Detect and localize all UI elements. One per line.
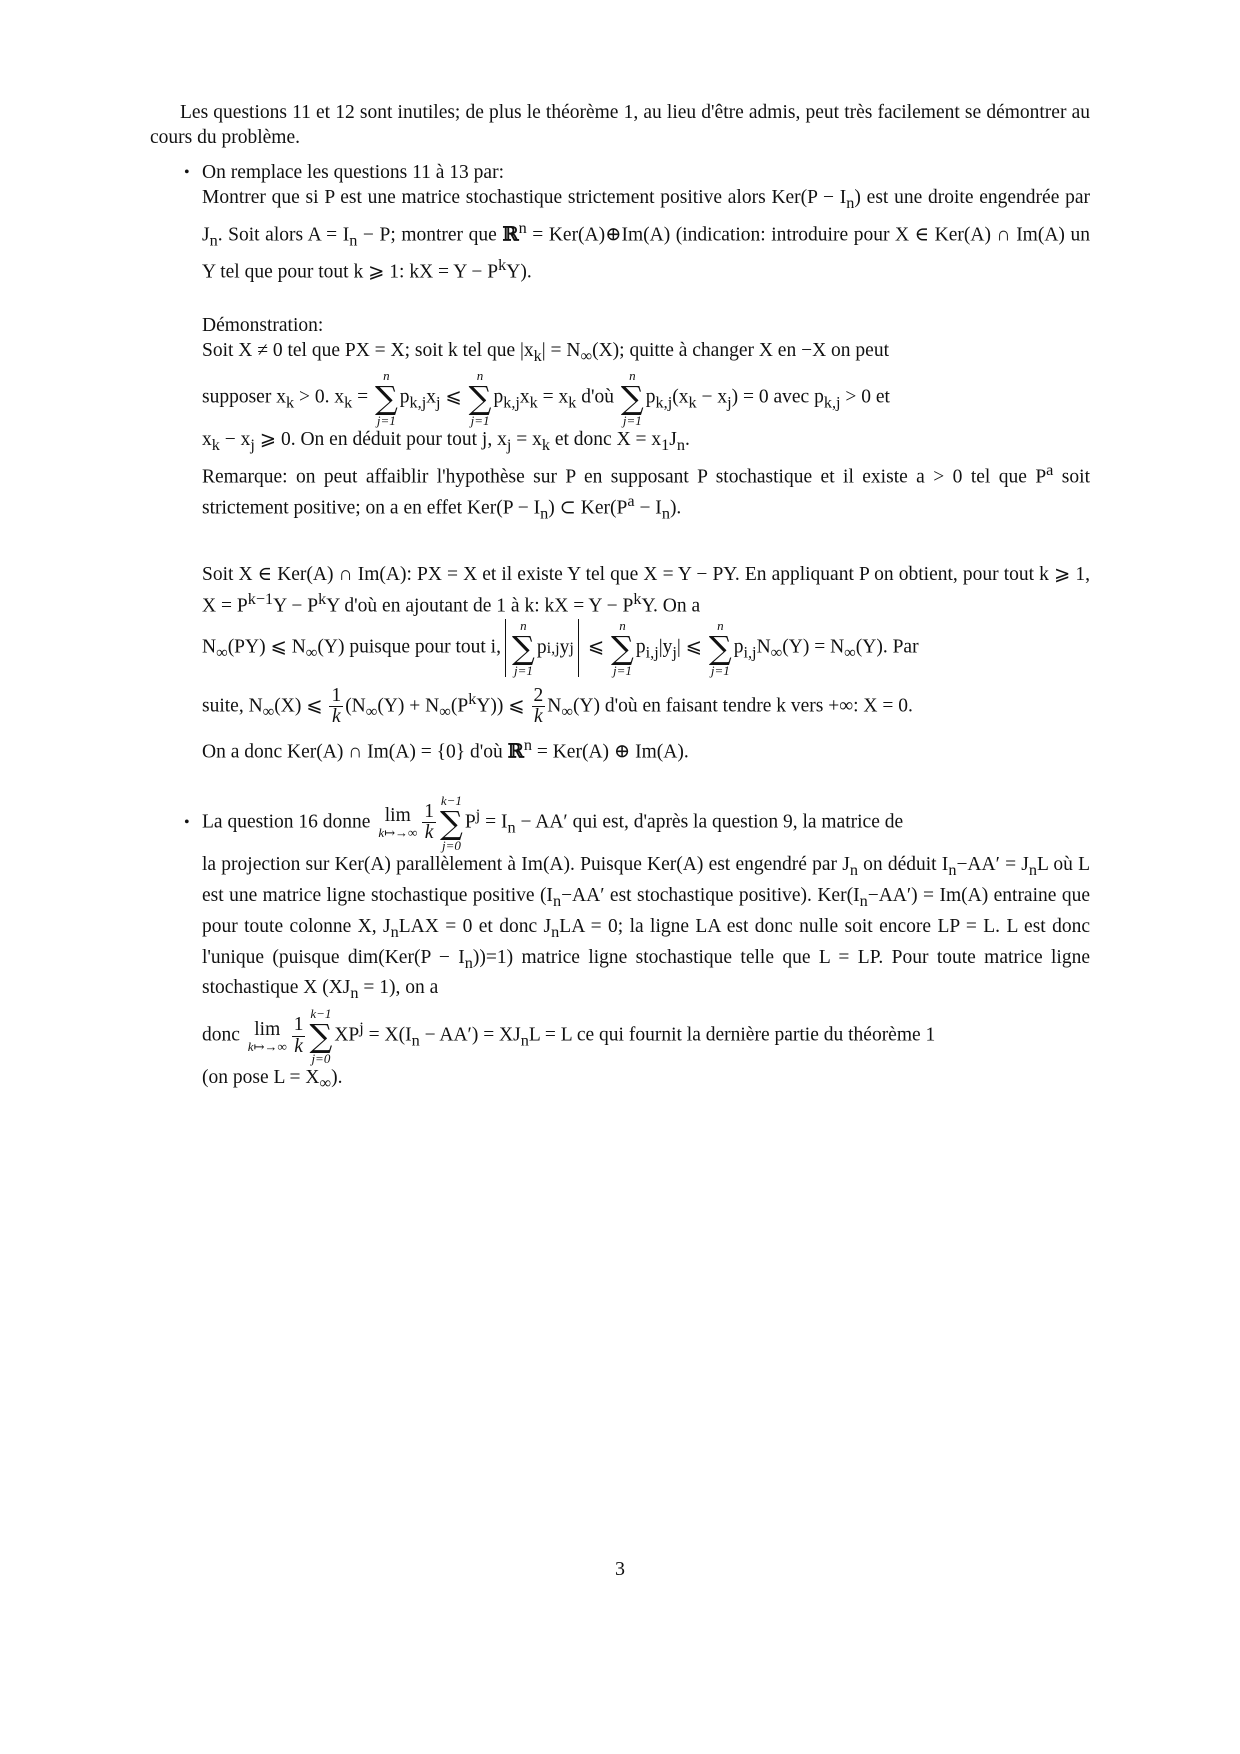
- fraction: $\frac{1}{k}$: [331, 685, 342, 728]
- part2-line-2: $N_\infty(PY)$ ⩽ $N_\infty(Y)$ puisque pour tout i, n ∑ j=1 p i,j y j ⩽ n ∑ j=1 $p_{i,j}|y_j|$ ⩽ n ∑ j=1 $p_{i,j}N_\infty(Y) = N_\infty(Y)$. Par: [202, 617, 919, 678]
- page-number: 3: [615, 1558, 625, 1580]
- limit-operator: lim k↦→∞: [247, 1018, 287, 1054]
- demo-line-1: Soit X ≠ 0 tel que PX = X; soit k tel que $|x_k| = N_\infty(X)$; quitte à changer X en −X on peut: [202, 339, 889, 365]
- part2-line-1: Soit X ∈ Ker(A) ∩ Im(A): PX = X et il existe Y tel que X = Y − PY. En appliquant P on obtient, pour tout k ⩾ 1, $X = P^{k-1}Y - P^kY$ d'où en ajoutant de 1 à k: kX = $Y - P^kY$. On a: [202, 564, 1090, 617]
- item2-body: la projection sur Ker(A) parallèlement à Im(A). Puisque Ker(A) est engendré par $J_n$ on déduit $I_n-AA' = J_nL$ où L est une matrice ligne stochastique positive ($I_n-AA'$ est stochastique positive). $Ker(I_n-AA') = Im(A)$ entraine que pour toute colonne X, $J_nLAX = 0$ et donc $J_nLA = 0$; la ligne LA est donc nulle soit encore LP = L. L est donc l'unique (puisque $dim(Ker(P - I_n))=1$) matrice ligne stochastique telle que L = LP. Pour toute matrice ligne stochastique X $(XJ_n = 1)$, on a: [202, 853, 1091, 1003]
- fraction: $\frac{1}{k}$: [424, 800, 434, 844]
- part2-line-4: On a donc Ker(A) ∩ Im(A) = {0} d'où ℝ$^n$ = Ker(A) ⊕ Im(A).: [202, 736, 689, 763]
- document-body: [150, 100, 1090, 1096]
- bullet-icon: •: [184, 813, 190, 831]
- sum-symbol: k−1 ∑ j=0: [440, 792, 463, 853]
- sum-symbol: n ∑ j=1: [611, 617, 634, 678]
- fraction: $\frac{2}{k}$: [533, 685, 544, 728]
- part2-line-3: suite, $N_\infty(X)$ ⩽ $\frac{1}{k}$ $(N_\infty(Y) + N_\infty(P^kY))$ ⩽ $\frac{2}{k}$ $N_\infty(Y)$ d'où en faisant tendre k vers +∞: X = 0.: [202, 685, 913, 728]
- limit-operator: lim k↦→∞: [378, 805, 418, 841]
- item2-line-final: donc lim k↦→∞ $\frac{1}{k}$ k−1 ∑ j=0 $XP^j = X(I_n - AA') = XJ_nL = L$ ce qui fournit la dernière partie du théorème 1: [202, 1006, 936, 1067]
- sum-symbol: n ∑ j=1: [708, 617, 732, 678]
- item2-last: (on pose $L = X_\infty$).: [202, 1067, 343, 1093]
- list-item: [150, 160, 1090, 765]
- absolute-value: n ∑ j=1 p i,j y j: [505, 619, 579, 677]
- sum-symbol: n ∑ j=1: [511, 617, 535, 678]
- demo-title: Démonstration:: [202, 314, 324, 336]
- bullet-icon: •: [184, 164, 190, 181]
- sum-symbol: n ∑ j=1: [620, 367, 644, 428]
- fraction: $\frac{1}{k}$: [293, 1014, 304, 1057]
- demo-remark: Remarque: on peut affaiblir l'hypothèse sur P en supposant P stochastique et il existe a > 0 tel que $P^a$ soit strictement positive; on a en effet $Ker(P - I_n)$ ⊂ $Ker(P^a - I_n)$.: [202, 460, 1090, 523]
- sum-symbol: n ∑ j=1: [468, 367, 492, 428]
- item1-body: Montrer que si P est une matrice stochastique strictement positive alors $Ker(P - I_n)$ est une droite engendrée par $J_n$. Soit alors $A = I_n - P$; montrer que ℝ$^n$ = Ker(A)⊕Im(A) (indication: introduire pour X ∈ Ker(A) ∩ Im(A) un Y tel que pour tout k ⩾ 1: kX = $Y - P^kY$).: [202, 187, 1091, 283]
- demo-line-3: $x_k - x_j$ ⩾ 0. On en déduit pour tout j, $x_j = x_k$ et donc $X = x_1J_n$.: [202, 428, 690, 454]
- demo-line-2: supposer $x_k > 0$. $x_k$ = n ∑ j=1 $p_{k,j}x_j$ ⩽ n ∑ j=1 $p_{k,j}x_k = x_k$ d'où n ∑ j=1 $p_{k,j}(x_k - x_j) = 0$ avec $p_{k,j} > 0$ et: [202, 367, 890, 428]
- intro-paragraph: Les questions 11 et 12 sont inutiles; de plus le théorème 1, au lieu d'être admis, peut très facilement se démontrer au cours du problème.: [150, 102, 1090, 148]
- sum-symbol: k−1 ∑ j=0: [309, 1006, 333, 1067]
- sum-symbol: n ∑ j=1: [374, 367, 398, 428]
- item1-head: On remplace les questions 11 à 13 par:: [202, 162, 504, 183]
- list-item: [150, 793, 1090, 1096]
- item2-line-1: La question 16 donne lim k↦→∞ $\frac{1}{k}$ k−1 ∑ j=0 $P^j = I_n - AA'$ qui est, d'après la question 9, la matrice de: [202, 792, 904, 853]
